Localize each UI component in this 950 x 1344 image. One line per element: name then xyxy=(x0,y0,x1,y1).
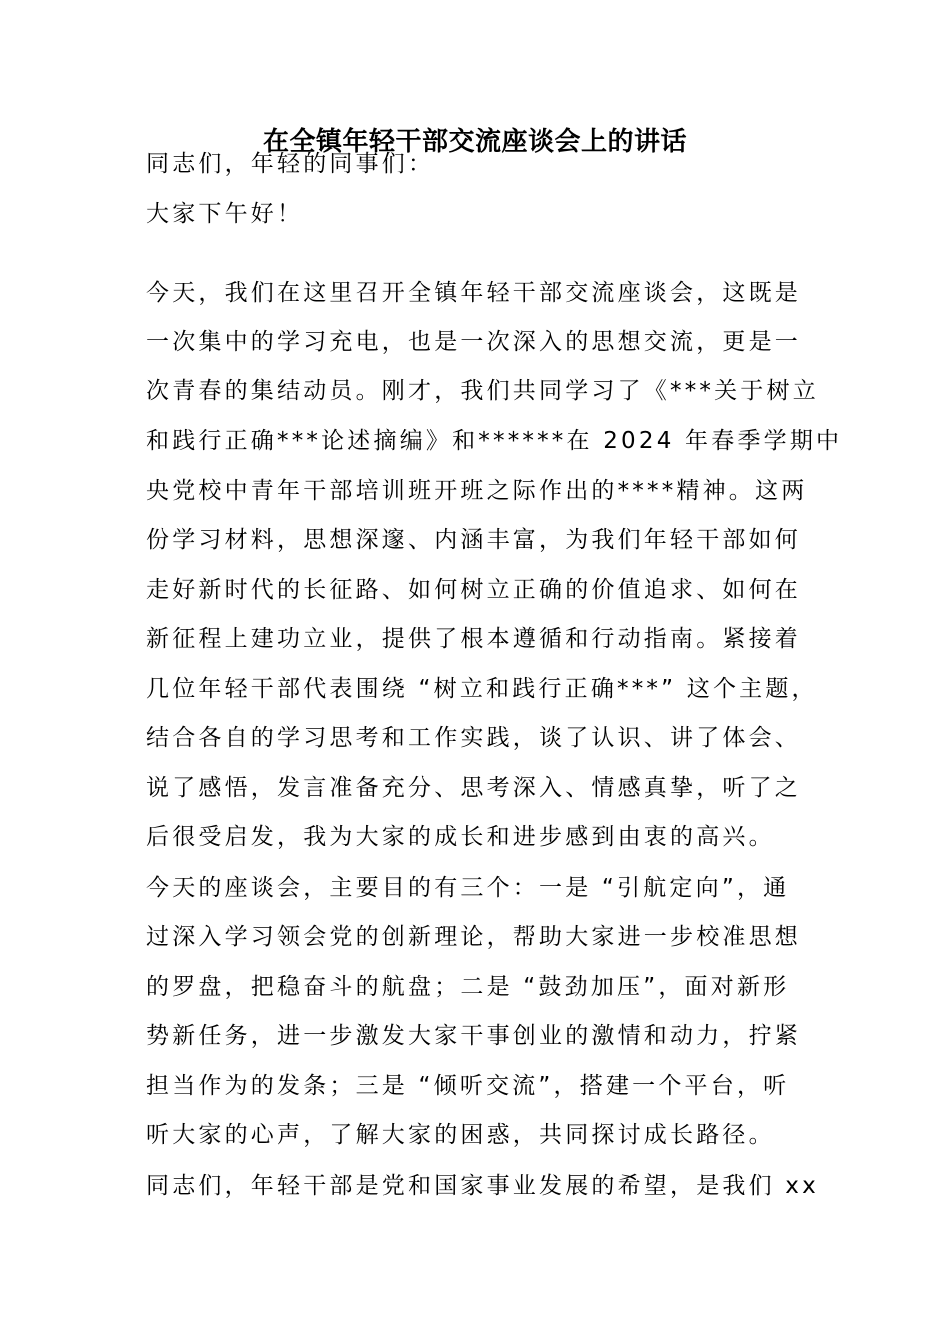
text-line: 的罗盘，把稳奋斗的航盘；二是 “鼓劲加压”，面对新形 xyxy=(146,974,790,1000)
text-line-greeting: 大家下午好！ xyxy=(146,201,304,227)
text-line: 今天，我们在这里召开全镇年轻干部交流座谈会，这既是 xyxy=(146,280,801,306)
text-line: 过深入学习领会党的创新理论，帮助大家进一步校准思想 xyxy=(146,924,801,950)
text-line: 次青春的集结动员。刚才，我们共同学习了《***关于树立 xyxy=(146,378,819,404)
document-title: 在全镇年轻干部交流座谈会上的讲话 xyxy=(262,127,687,157)
text-line: 一次集中的学习充电，也是一次深入的思想交流，更是一 xyxy=(146,329,801,355)
text-line-salutation: 同志们，年轻的同事们： xyxy=(146,151,435,177)
text-line: 听大家的心声，了解大家的困惑，共同探讨成长路径。 xyxy=(146,1122,775,1148)
text-line: 今天的座谈会，主要目的有三个：一是 “引航定向”，通 xyxy=(146,875,790,901)
text-line: 后很受启发，我为大家的成长和进步感到由衷的高兴。 xyxy=(146,824,775,850)
text-line: 新征程上建功立业，提供了根本遵循和行动指南。紧接着 xyxy=(146,626,801,652)
text-line: 势新任务，进一步激发大家干事创业的激情和动力，拧紧 xyxy=(146,1023,801,1049)
text-line: 几位年轻干部代表围绕 “树立和践行正确***” 这个主题， xyxy=(146,676,818,702)
text-line: 份学习材料，思想深邃、内涵丰富，为我们年轻干部如何 xyxy=(146,527,801,553)
text-line: 走好新时代的长征路、如何树立正确的价值追求、如何在 xyxy=(146,577,801,603)
text-line: 和践行正确***论述摘编》和******在 2024 年春季学期中 xyxy=(146,428,843,454)
text-line: 央党校中青年干部培训班开班之际作出的****精神。这两 xyxy=(146,478,808,504)
text-line: 同志们，年轻干部是党和国家事业发展的希望，是我们 xx xyxy=(146,1173,819,1199)
text-line: 担当作为的发条；三是 “倾听交流”，搭建一个平台，听 xyxy=(146,1073,790,1099)
text-line: 结合各自的学习思考和工作实践，谈了认识、讲了体会、 xyxy=(146,725,801,751)
text-line: 说了感悟，发言准备充分、思考深入、情感真挚，听了之 xyxy=(146,775,801,801)
